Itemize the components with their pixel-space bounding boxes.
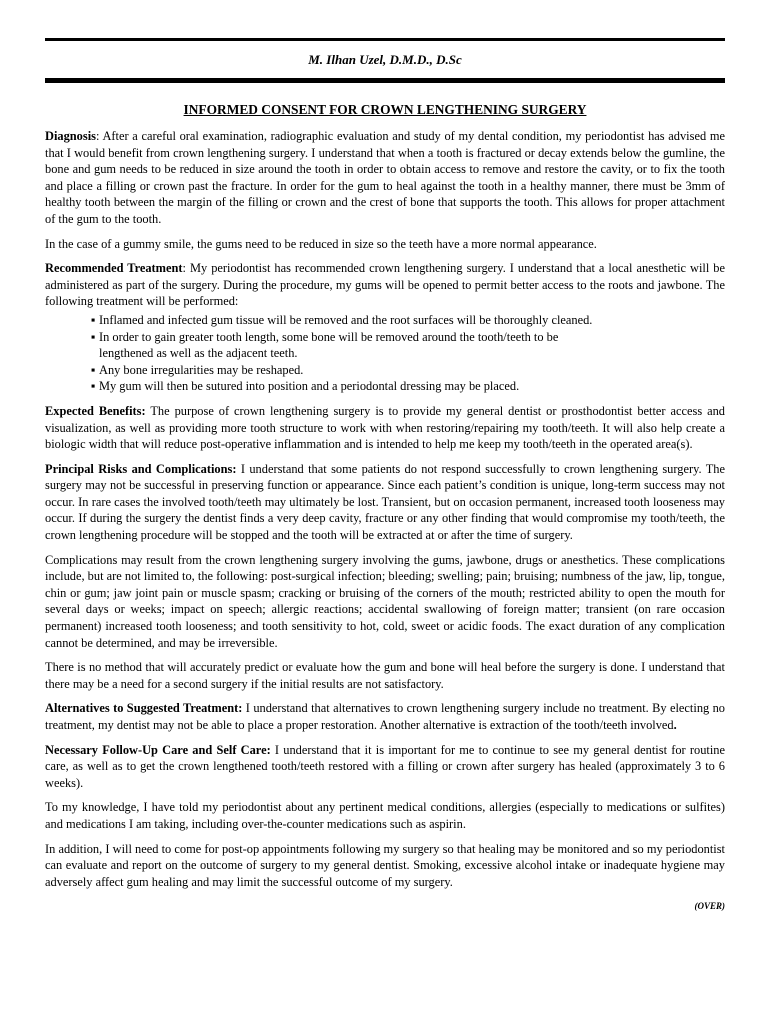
top-rule (45, 38, 725, 41)
risks-heading: Principal Risks and Complications: (45, 461, 237, 476)
risks-text: I understand that some patients do not respond successfully to crown lengthening surgery. The surgery may not be successful in preserving function or appearance. Since each patient’s condition is unique, long-term success may not occur. In rare cases the involved tooth/teeth may ultimately be lost. Transient, but on occasion permanent, increased tooth looseness may occur. If during the surgery the dentist finds a very deep cavity, fracture or any other finding that would compromise my tooth/teeth, the crown lengthening procedure will be stopped and the tooth will be extracted at or after the time of surgery. (45, 461, 725, 543)
complications-paragraph: Complications may result from the crown lengthening surgery involving the gums, jawbone, drugs or anesthetics. These complications include, but are not limited to, the following: post-surgical infection; bleeding; swelling; pain; bruising; numbness of the jaw, lip, tongue, chin or gum; jaw joint pain or muscle spasm; cracking or bruising of the corners of the mouth; restricted ability to open the mouth for several days or weeks; impact on speech; allergic reactions; accidental swallowing of foreign matter; transient (on rare occasion permanent) increased tooth looseness; and tooth sensitivity to hot, cold, sweet or acidic foods. The exact duration of any complication cannot be determined, and may be irreversible. (45, 552, 725, 650)
postop-paragraph: In addition, I will need to come for post-op appointments following my surgery so that healing may be monitored and so my periodontist can evaluate and report on the outcome of surgery to my general dentist. Smoking, excessive alcohol intake or inadequate hygiene may adversely affect gum healing and may limit the successful outcome of my surgery. (45, 841, 725, 889)
benefits-paragraph (45, 403, 725, 453)
no-method-paragraph: There is no method that will accurately predict or evaluate how the gum and bone will heal before the surgery is done. I understand that there may be a need for a second surgery if the initial results are not satisfactory. (45, 660, 725, 691)
over-marker: (OVER) (694, 901, 725, 912)
list-item: ▪ My gum will then be sutured into position and a periodontal dressing may be placed. (91, 379, 520, 394)
diagnosis-text: : After a careful oral examination, radiographic evaluation and study of my dental condition, my periodontist has advised me that I would benefit from crown lengthening surgery. I understand that when a tooth is fractured or decay extends below the gumline, the bone and gum needs to be reduced in size around the tooth in order to obtain access to remove and restore the cavity, or to fix the tooth and place a filling or crown past the fracture. In order for the gum to heal against the tooth in a healthy manner, there must be 3mm of healthy tooth between the margin of the filling or crown and the crest of bone that supports the tooth. This allows for proper attachment of the gum to the tooth. (45, 129, 725, 226)
followup-text: I understand that it is important for me to continue to see my general dentist for routine care, as well as to get the crown lengthened tooth/teeth restored with a filling or crown after surgery has healed (approximately 3 to 6 weeks). (45, 742, 725, 790)
header-rule (45, 78, 725, 83)
risks-paragraph (45, 461, 725, 544)
list-item: ▪ Inflamed and infected gum tissue will be removed and the root surfaces will be thoroughly cleaned. (91, 312, 593, 327)
consent-document (45, 38, 725, 915)
benefits-text: The purpose of crown lengthening surgery is to provide my general dentist or prosthodontist better access and visualization, as well as providing more tooth structure to work with when restoring/repairing my tooth/teeth. It will also help create a biologic width that will reduce post-operative inflammation and is intended to help me keep my tooth/teeth in the operated area(s). (45, 403, 725, 452)
page-title: INFORMED CONSENT FOR CROWN LENGTHENING SURGERY (183, 102, 587, 117)
followup-heading: Necessary Follow-Up Care and Self Care: (45, 742, 271, 757)
recommended-text: : My periodontist has recommended crown lengthening surgery. I understand that a local anesthetic will be administered as part of the surgery. During the procedure, my gums will be opened to permit better access to the roots and jawbone. The following treatment will be performed: (45, 261, 725, 309)
diagnosis-paragraph (45, 128, 725, 228)
bullet-icon: ▪ (91, 379, 96, 394)
bullet-icon: ▪ (91, 362, 96, 377)
list-item: ▪ Any bone irregularities may be reshaped. (91, 362, 304, 377)
doctor-name: M. Ilhan Uzel, D.M.D., D.Sc (308, 52, 462, 67)
recommended-heading: Recommended Treatment (45, 261, 183, 276)
gummy-smile-paragraph: In the case of a gummy smile, the gums need to be reduced in size so the teeth have a more normal appearance. (45, 236, 597, 251)
followup-paragraph (45, 742, 725, 792)
bullet-icon: ▪ (91, 329, 96, 344)
diagnosis-heading: Diagnosis (45, 129, 96, 143)
knowledge-paragraph: To my knowledge, I have told my periodontist about any pertinent medical conditions, allergies (especially to medications or sulfites) and medications I am taking, including over-the-counter medications such as aspirin. (45, 800, 725, 831)
alternatives-heading: Alternatives to Suggested Treatment: (45, 701, 243, 716)
alternatives-text: I understand that alternatives to crown lengthening surgery include no treatment. By electing no treatment, my dentist may not be able to place a proper restoration. Another alternative is extraction of the tooth/teeth involved (45, 701, 725, 732)
alternatives-end: . (673, 718, 677, 732)
recommended-paragraph (45, 260, 725, 310)
treatment-list (45, 312, 725, 395)
alternatives-paragraph (45, 700, 725, 733)
list-item: ▪ In order to gain greater tooth length, some bone will be removed around the tooth/teeth to be (91, 329, 559, 344)
list-item-continuation: lengthened as well as the adjacent teeth. (99, 346, 298, 361)
benefits-heading: Expected Benefits: (45, 403, 146, 418)
bullet-icon: ▪ (91, 312, 96, 327)
